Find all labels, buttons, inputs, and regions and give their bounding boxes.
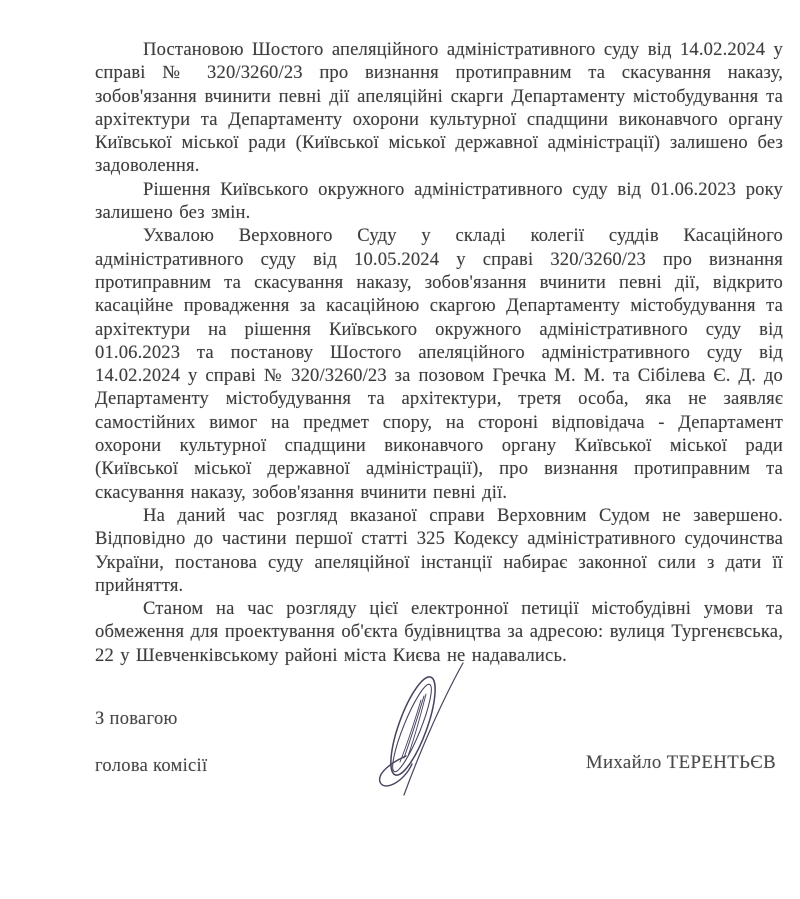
paragraph-district-court-decision: Рішення Київського окружного адміністративного суду від 01.06.2023 року залишено без змін. [95, 178, 783, 224]
paragraph-supreme-court-proceedings: Ухвалою Верховного Суду у складі колегії суддів Касаційного адміністративного суду від 10.05.2024 у справі 320/3260/23 про визнання протиправним та скасування наказу, зобов'язання вчинити певні дії, відкрито касаційне провадження за касаційною скаргою Департаменту містобудування та архітектури на рішення Київського окружного адміністративного суду від 01.06.2023 та постанову Шостого апеляційного адміністративного суду від 14.02.2024 у справі № 320/3260/23 за позовом Гречка М. М. та Сібілева Є. Д. до Департаменту містобудування та архітектури, третя особа, яка не заявляє самостійних вимог на предмет спору, на стороні відповідача - Департамент охорони культурної спадщини виконавчого органу Київської міської ради (Київської міської державної адміністрації), про визнання протиправним та скасування наказу, зобов'язання вчинити певні дії. [95, 225, 783, 503]
signer-name: Михайло ТЕРЕНТЬЄВ [585, 752, 776, 773]
document-body [95, 38, 783, 667]
paragraph-petition-conclusion: Станом на час розгляду цієї електронної петиції містобудівні умови та обмеження для проектування об'єкта будівництва за адресою: вулиця Тургенєвська, 22 у Шевченківському районі міста Києва не надавались. [95, 598, 783, 666]
paragraph-case-status: На даний час розгляд вказаної справи Верховним Судом не завершено. Відповідно до частини першої статті 325 Кодексу адміністративного судочинства України, постанова суду апеляційної інстанції набирає законної сили з дати її прийняття. [95, 504, 783, 596]
closing-salutation: З повагою [95, 709, 178, 729]
signer-role: голова комісії [95, 756, 208, 776]
paragraph-appeal-ruling: Постановою Шостого апеляційного адміністративного суду від 14.02.2024 у справі № 320/3260/23 про визнання протиправним та скасування наказу, зобов'язання вчинити певні дії апеляційні скарги Департаменту містобудування та архітектури та Департаменту охорони культурної спадщини виконавчого органу Київської міської ради (Київської міської державної адміністрації) залишено без задоволення. [95, 39, 783, 177]
handwritten-signature-icon [366, 658, 478, 800]
